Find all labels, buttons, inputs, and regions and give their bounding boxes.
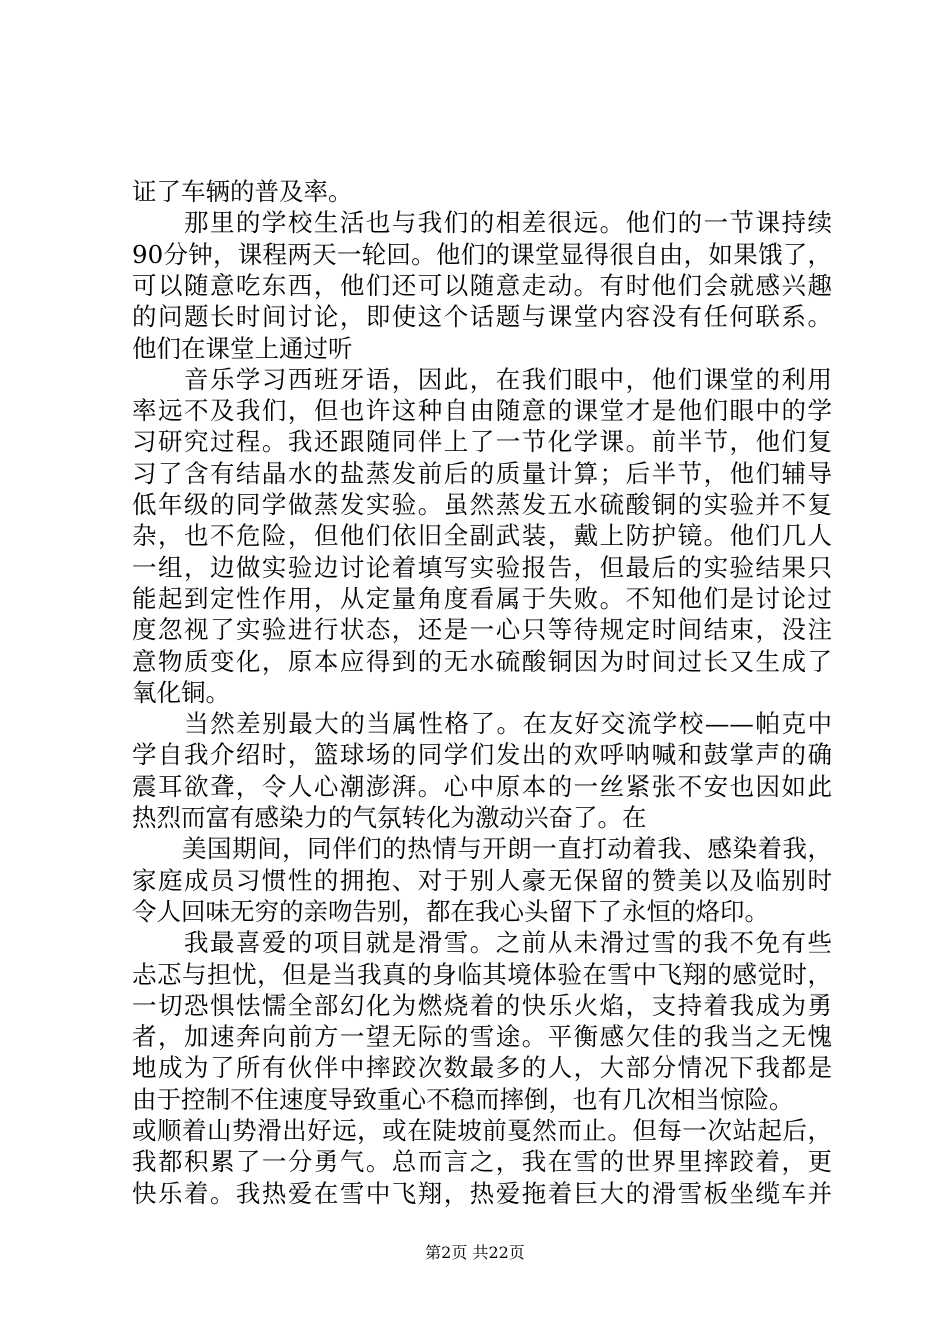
text-line: 由于控制不住速度导致重心不稳而摔倒，也有几次相当惊险。 xyxy=(132,1084,794,1114)
text-line: 习了含有结晶水的盐蒸发前后的质量计算；后半节，他们辅导 xyxy=(132,458,832,488)
text-line: 美国期间，同伴们的热情与开朗一直打动着我、感染着我， xyxy=(132,834,832,864)
text-line: 震耳欲聋，令人心潮澎湃。心中原本的一丝紧张不安也因如此 xyxy=(132,771,832,801)
text-line: 一组，边做实验边讨论着填写实验报告，但最后的实验结果只 xyxy=(132,552,832,582)
text-line: 他们在课堂上通过听 xyxy=(132,333,353,363)
text-line: 一切恐惧怯懦全部幻化为燃烧着的快乐火焰，支持着我成为勇 xyxy=(132,990,832,1020)
page-footer: 第2页 共22页 xyxy=(425,1243,525,1262)
text-line: 率远不及我们，但也许这种自由随意的课堂才是他们眼中的学 xyxy=(132,396,832,426)
text-line: 90分钟，课程两天一轮回。他们的课堂显得很自由，如果饿了， xyxy=(132,239,832,269)
text-line: 热烈而富有感染力的气氛转化为激动兴奋了。在 xyxy=(132,803,647,832)
text-line: 学自我介绍时，篮球场的同学们发出的欢呼呐喊和鼓掌声的确 xyxy=(132,740,832,770)
text-line: 能起到定性作用，从定量角度看属于失败。不知他们是讨论过 xyxy=(132,583,832,613)
text-line: 音乐学习西班牙语，因此，在我们眼中，他们课堂的利用 xyxy=(132,364,832,394)
text-line: 快乐着。我热爱在雪中飞翔，热爱拖着巨大的滑雪板坐缆车并 xyxy=(132,1178,832,1208)
text-line: 那里的学校生活也与我们的相差很远。他们的一节课持续 xyxy=(132,208,832,238)
text-line: 地成为了所有伙伴中摔跤次数最多的人，大部分情况下我都是 xyxy=(132,1053,832,1083)
text-line: 习研究过程。我还跟随同伴上了一节化学课。前半节，他们复 xyxy=(132,427,832,457)
text-line: 的问题长时间讨论，即使这个话题与课堂内容没有任何联系。 xyxy=(132,302,832,332)
text-line: 令人回味无穷的亲吻告别，都在我心头留下了永恒的烙印。 xyxy=(132,896,769,926)
text-line: 意物质变化，原本应得到的无水硫酸铜因为时间过长又生成了 xyxy=(132,646,832,676)
text-line: 我最喜爱的项目就是滑雪。之前从未滑过雪的我不免有些 xyxy=(132,928,832,958)
text-line: 家庭成员习惯性的拥抱、对于别人豪无保留的赞美以及临别时 xyxy=(132,865,832,895)
text-line: 氧化铜。 xyxy=(132,677,230,707)
text-line: 可以随意吃东西，他们还可以随意走动。有时他们会就感兴趣 xyxy=(132,270,832,300)
text-line: 我都积累了一分勇气。总而言之，我在雪的世界里摔跤着，更 xyxy=(132,1147,832,1177)
text-line: 当然差别最大的当属性格了。在友好交流学校——帕克中 xyxy=(132,709,832,739)
text-line: 度忽视了实验进行状态，还是一心只等待规定时间结束，没注 xyxy=(132,615,832,645)
text-line: 或顺着山势滑出好远，或在陡坡前戛然而止。但每一次站起后， xyxy=(132,1116,832,1145)
text-line: 忐忑与担忧，但是当我真的身临其境体验在雪中飞翔的感觉时， xyxy=(132,959,832,989)
text-line: 者，加速奔向前方一望无际的雪途。平衡感欠佳的我当之无愧 xyxy=(132,1022,832,1052)
text-line: 杂，也不危险，但他们依旧全副武装，戴上防护镜。他们几人 xyxy=(132,521,832,551)
text-line: 低年级的同学做蒸发实验。虽然蒸发五水硫酸铜的实验并不复 xyxy=(132,490,832,519)
text-line: 证了车辆的普及率。 xyxy=(132,177,353,206)
